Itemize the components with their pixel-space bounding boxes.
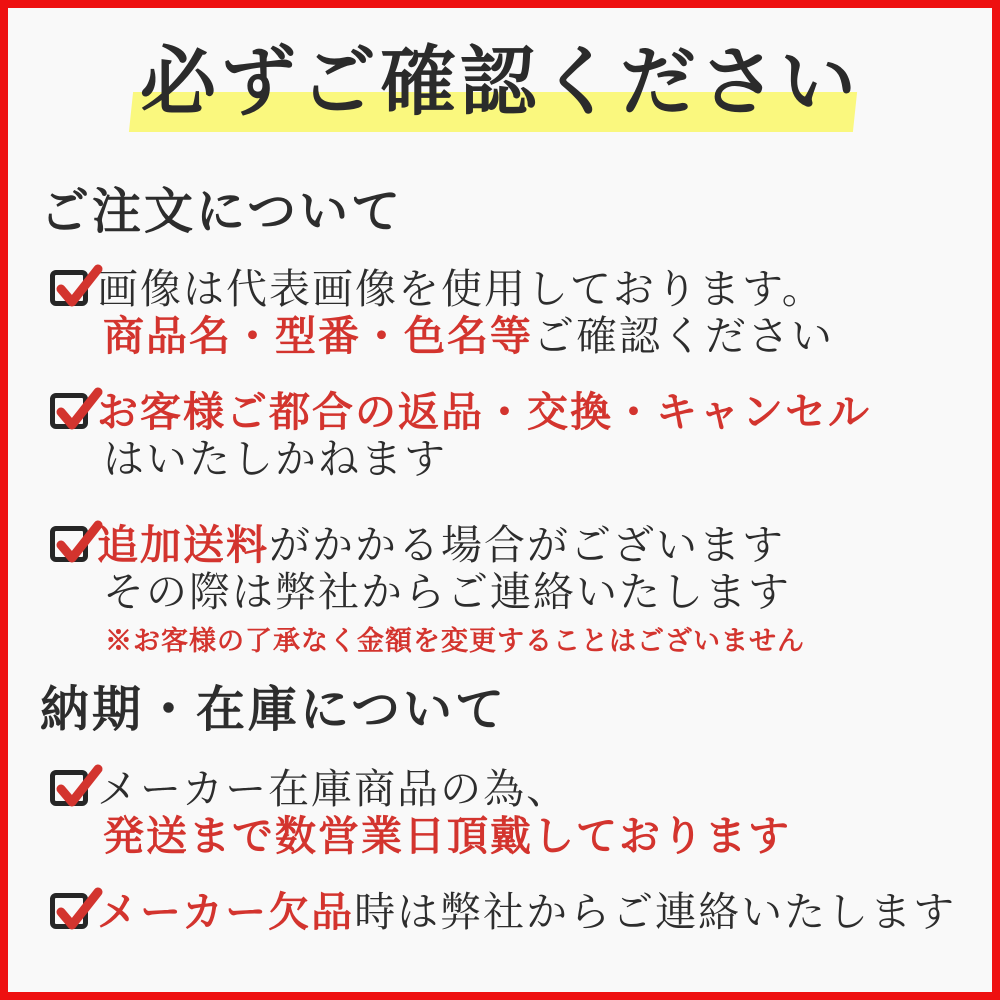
item-line	[97, 266, 834, 313]
item-footnote: ※お客様の了承なく金額を変更することはございません	[105, 626, 805, 656]
item-line	[97, 436, 871, 483]
item-line	[97, 569, 805, 616]
section-heading-delivery-stock: 納期・在庫について	[40, 682, 508, 737]
text-segment-emphasis: お客様ご都合の返品・交換・キャンセル	[97, 389, 871, 435]
item-line	[97, 389, 871, 436]
text-segment: ご確認ください	[533, 313, 834, 359]
item-line	[97, 522, 805, 569]
section-heading-orders: ご注文について	[40, 184, 404, 239]
checkmark-icon	[51, 759, 103, 813]
checkbox-icon	[50, 770, 88, 806]
checkbox-icon	[50, 893, 88, 929]
checkmark-icon	[51, 515, 103, 569]
list-item	[50, 522, 805, 658]
item-text	[97, 389, 871, 483]
item-line	[97, 813, 791, 860]
text-segment: 画像は代表画像を使用しております。	[97, 266, 825, 312]
text-segment: メーカー在庫商品の為、	[97, 766, 570, 812]
text-segment-emphasis: メーカー欠品	[97, 889, 355, 935]
checkbox-icon	[50, 393, 88, 429]
text-segment: がかかる場合がございます	[269, 522, 785, 568]
text-segment-emphasis: 商品名・型番・色名等	[103, 313, 533, 359]
item-text	[97, 522, 805, 658]
list-item	[50, 766, 791, 860]
checkmark-icon	[51, 882, 103, 936]
page-title: 必ずご確認ください	[140, 41, 860, 125]
text-segment: 時は弊社からご連絡いたします	[354, 889, 957, 935]
item-text	[97, 266, 834, 360]
text-segment: はいたしかねます	[103, 436, 447, 482]
text-segment-emphasis: 追加送料	[97, 522, 269, 568]
checkmark-icon	[51, 382, 103, 436]
checkbox-icon	[50, 526, 88, 562]
list-item	[50, 889, 956, 936]
text-segment: その際は弊社からご連絡いたします	[103, 569, 791, 615]
list-item	[50, 266, 834, 360]
item-line	[97, 313, 834, 360]
item-line	[97, 889, 956, 936]
item-text	[97, 766, 791, 860]
item-line	[97, 766, 791, 813]
list-item	[50, 389, 871, 483]
checkbox-icon	[50, 270, 88, 306]
item-text	[97, 889, 956, 936]
text-segment-emphasis: 発送まで数営業日頂戴しております	[103, 813, 791, 859]
checkmark-icon	[51, 259, 103, 313]
